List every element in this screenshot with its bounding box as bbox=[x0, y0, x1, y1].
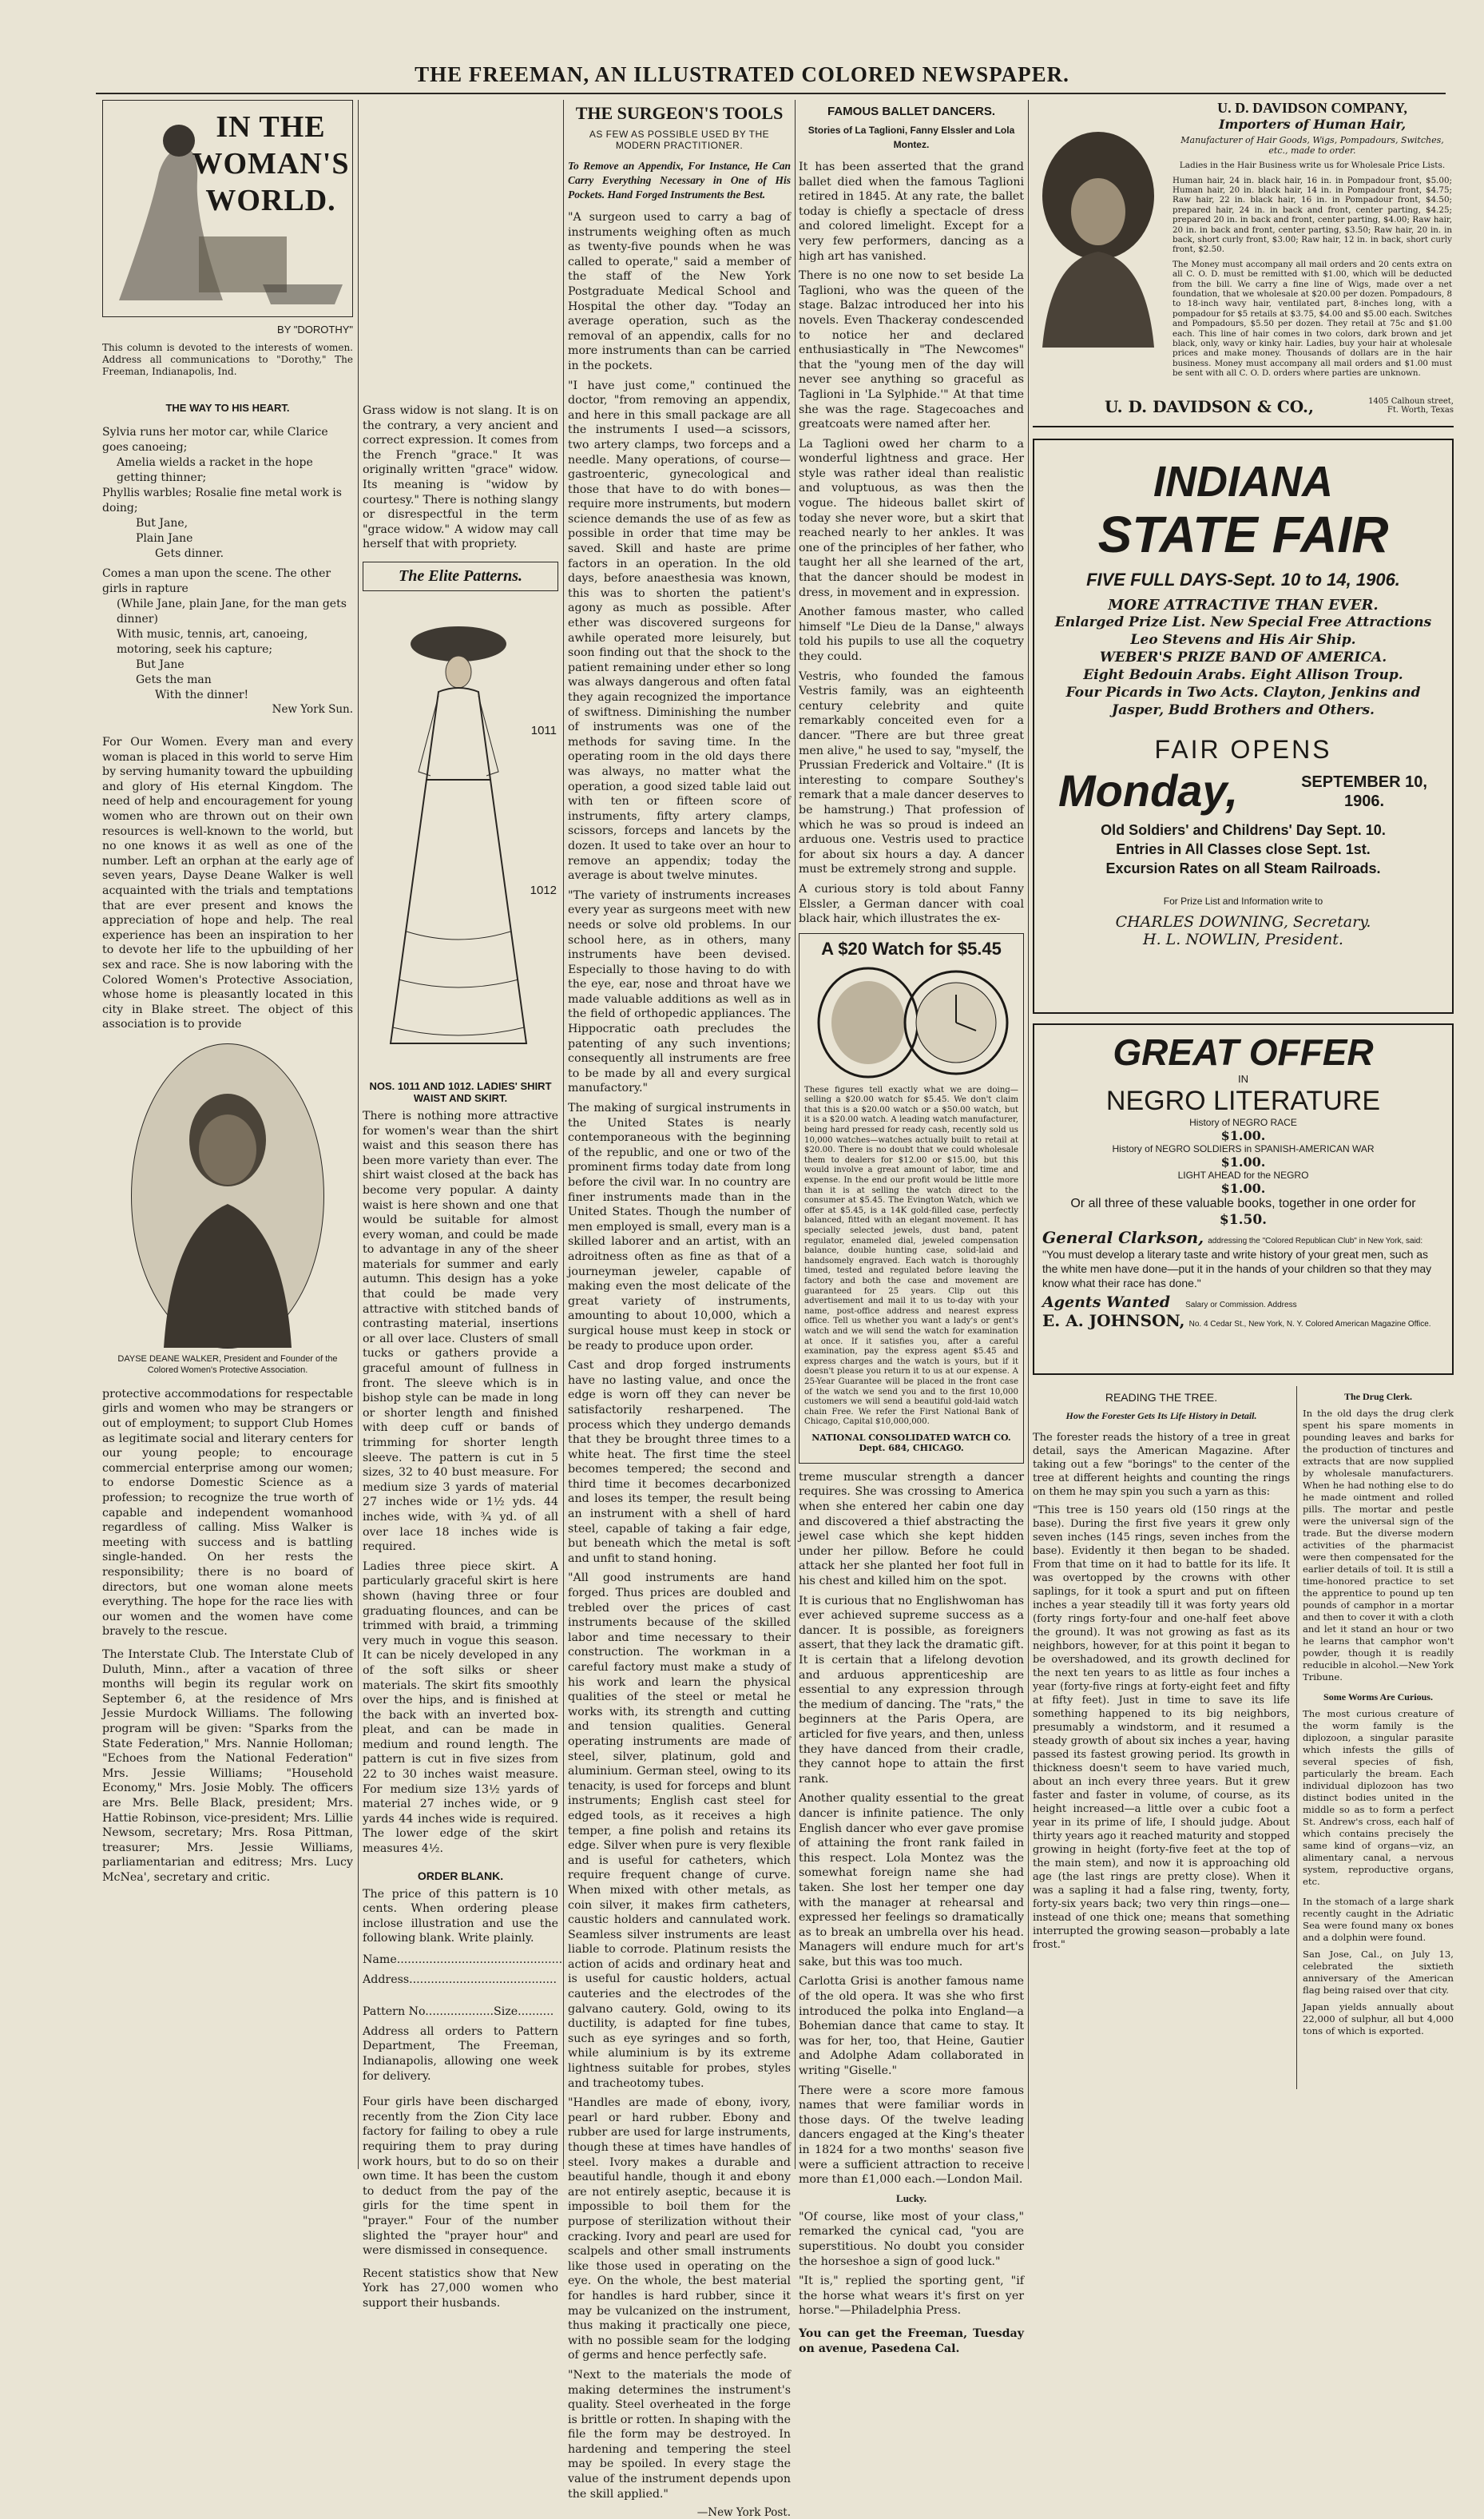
surgeons-tools-subheading: AS FEW AS POSSIBLE USED BY THE MODERN PRACTITIONER. bbox=[589, 129, 770, 151]
surgeons-paragraph: "A surgeon used to carry a bag of instruments weighing often as much as twenty-five pounds when he was called to operate," said a member of the staff of the New York Postgraduate Medical School and Hospital the other day. "Today an average operation, such as the removal of an appendix, calls for no more instruments than can be carried in the pockets. bbox=[568, 211, 791, 372]
poem-line: Gets dinner. bbox=[155, 547, 224, 560]
worms-text: The most curious creature of the worm family is the diplozoon, a singular parasite which infests the gills of several species of fish, particularly the bream. Each individual diplozoon has two distinct bodies united in the middle so as to form a perfect St. Andrew's cross, each half of which contains precisely the same kind of organs—viz, an alimentary canal, a nervous system, reproductive organs, etc. bbox=[1303, 1708, 1454, 1887]
san-jose-text: San Jose, Cal., on July 13, celebrated the sixtieth anniversary of the American flag being raised over that city. bbox=[1303, 1949, 1454, 1996]
davidson-footer bbox=[1033, 397, 1454, 416]
surgeons-paragraph: "Next to the materials the mode of making determines the instrument's quality. Steel overheated in the forge is brittle or rotten. In shaping with the file the form may be destroyed. In hardening and tempering the steel may be spoiled. In every stage the value of the instrument depends upon the skill applied." bbox=[568, 2368, 791, 2501]
poem-line: Sylvia runs her motor car, while Clarice goes canoeing; bbox=[102, 426, 328, 454]
column-patterns bbox=[363, 100, 563, 2310]
ballet-paragraph: It has been asserted that the grand ballet died when the famous Taglioni retired in 1845. At any rate, the ballet today is chiefly a spectacle of dress and colored limelight. Except for a very few performers, dancing as a high art has vanished. bbox=[799, 161, 1024, 263]
ballet-paragraph: Vestris, who founded the famous Vestris family, was an eighteenth century celebrity and quite remarkably conceited even for a dancer. "There are but three great men alive," he used to say, "myself, the Prussian Frederick and Voltaire." (It is interesting to compare Southey's remark that a male dancer deserves to be hamstrung.) That profession of which he was so proud is indeed an arduous one. Vestris used to practice for about six hours a day. A dancer must be extremely strong and supple. bbox=[799, 669, 1024, 876]
reading-tree-article bbox=[1033, 1386, 1290, 1957]
poem-source: New York Sun. bbox=[272, 703, 353, 716]
way-to-heart-heading: THE WAY TO HIS HEART. bbox=[165, 402, 290, 414]
fair-secretary: CHARLES DOWNING, Secretary. bbox=[1115, 913, 1371, 931]
poem-line: Gets the man bbox=[136, 673, 212, 686]
portrait-illustration bbox=[132, 1044, 323, 1348]
davidson-ad bbox=[1033, 100, 1454, 427]
ballet-paragraph: Another quality essential to the great dancer is infinite patience. The only English dancer who ever gave promise of attaining the front rank failed in this respect. Lola Montez was the somewhat foreign name she had taken. She lost her temper one day with the manager at rehearsal and expressed her feelings so dramatically as to break an umbrella over his head. Managers will endure much for art's sake, but this was too much. bbox=[799, 1792, 1024, 1969]
offer-or-all: Or all three of these valuable books, together in one order for bbox=[1070, 1197, 1416, 1210]
fair-days bbox=[1042, 820, 1444, 878]
order-form-name: Name.............................................. bbox=[363, 1953, 563, 1966]
davidson-line: Manufacturer of Hair Goods, Wigs, Pompadours, Switches, etc., made to order. bbox=[1180, 135, 1444, 156]
reading-tree-paragraph: "This tree is 150 years old (150 rings at the base). During the first five years it grew only seven inches (145 rings, seven inches from the base). Evidently it then began to be shaded. From that time on it had to battle for its life. It was overtopped by the crowns with other saplings, for it took a spurt and put on fifteen inches a year steadily till it was forty years old (forty rings forty-four and one-half feet above the ground). It was not growing as fast as its neighbors, however, for at this point it began to be overshadowed, and its growth declined for the next ten years to as little as four inches a year (forty-five rings at forty-eight feet and fifty at fifty feet). Just in time to save its life something happened to its big neighbors, presumably a windstorm, and it resumed a steady growth of about six inches a year, having passed its fastest growing period. Its growth in thickness doesn't seem to have varied much, about an inch every three years. But it grew faster and faster in volume, of course, as its height increased—a little over a cubic foot a year in its prime of life, I should judge. About thirty years ago it reached maturity and stopped growing in height (forty-five feet at the top of the main stem), and now it is approaching old age (the last rings are pretty close). When it was a sapling it had a false ring, twenty, forty, forty-six years back; two very thin rings—one—instead of one thick one; means that something interrupted the growing season—probably a late frost." bbox=[1033, 1504, 1290, 1951]
surgeons-tools-deck: To Remove an Appendix, For Instance, He Can Carry Everything Necessary in One of His Pockets. Hand Forged Instruments the Best. bbox=[568, 160, 791, 201]
offer-agents: Agents Wanted bbox=[1042, 1293, 1170, 1311]
byline: BY "DOROTHY" bbox=[277, 324, 353, 336]
pattern-figure bbox=[363, 596, 558, 1075]
poem-line: (While Jane, plain Jane, for the man gets dinner) bbox=[117, 598, 347, 626]
order-blank-heading: ORDER BLANK. bbox=[417, 1869, 504, 1882]
skirt-text: Ladies three piece skirt. A particularly graceful skirt is here shown (having three or four graduating flounces, and can be trimmed with braid, a trimming very much in vogue this season. It can be nicely developed in any of the soft silks or sheer materials. The skirt fits smoothly over the hips, and is finished at the back with an inverted box-pleat, and can be made in medium and round length. The pattern is cut in five sizes from 22 to 30 inches waist measure. For medium size 13½ yards of material 27 inches wide, or 9 yards 44 inches wide is required. The lower edge of the skirt measures 4½. bbox=[363, 1559, 558, 1856]
protective-text: protective accommodations for respectable girls and women who may be strangers or out of employment; to support Club Homes as legitimate social and literary centers for our young people; to encourage commercial enterprise among our women; to endorse Domestic Science as a profession; to recognize the true worth of capable and independent womanhood regardless of calling. Miss Walker is meeting with success and is battling single-handed. On her rests the responsibility; there is no board of directors, but one woman alone meets everything. The hope for the race lies with our women and the women have come bravely to the rescue. bbox=[102, 1387, 353, 1639]
ballet-paragraph: A curious story is told about Fanny Elssler, a German dancer with coal black hair, which illustrates the ex- bbox=[799, 882, 1024, 926]
freeman-notice: You can get the Freeman, Tuesday on avenue, Pasedena Cal. bbox=[799, 2326, 1024, 2355]
ballet-paragraph: La Taglioni owed her charm to a wonderful lightness and grace. Her style was rather ideal than realistic and voluptuous, as was then the vogue. The hideous ballet skirt of today she never wore, but a skirt that reached nearly to her ankles. It was one of the principles of her father, who taught her all she learned of the art, that the dancer should be modest in dress, in movement and in expression. bbox=[799, 437, 1024, 599]
offer-johnson-address: No. 4 Cedar St., New York, N. Y. Colored American Magazine Office. bbox=[1188, 1320, 1431, 1329]
offer-price: $1.00. bbox=[1220, 1154, 1266, 1170]
offer-salary: Salary or Commission. Address bbox=[1185, 1301, 1297, 1309]
ballet-paragraph: Another famous master, who called himself "Le Dieu de la Danse," always told his pupils to use all the coquetry they could. bbox=[799, 606, 1024, 663]
ballet-paragraph: Carlotta Grisi is another famous name of the old opera. It was she who first introduced the polka into England—a Bohemian dance that came to stay. It was for her, too, that Heine, Gautier and Adolphe Adam collaborated in writing "Giselle." bbox=[799, 1975, 1024, 2078]
statistics-text: Recent statistics show that New York has 27,000 women who support their husbands. bbox=[363, 2267, 558, 2310]
bottom-subcolumns bbox=[1033, 1386, 1454, 2105]
poem-line: With music, tennis, art, canoeing, motoring, seek his capture; bbox=[117, 628, 308, 656]
womans-world-title-art bbox=[102, 100, 353, 317]
surgeons-source: —New York Post. bbox=[696, 2506, 791, 2519]
reading-tree-paragraph: The forester reads the history of a tree in great detail, says the American Magazine. After taking out a few "borings" to the center of the tree at different heights and counting the rings on them he may spin you such a yarn as this: bbox=[1033, 1432, 1290, 1498]
interstate-club-text: The Interstate Club. The Interstate Club of Duluth, Minn., after a vacation of three months will begin its regular work on September 6, at the residence of Mrs Jessie Murdock Williams. The following program will be given: "Sparks from the State Federation," Mrs. Nannie Holloman; "Echoes from the National Federation" Mrs. Jessie Williams; "Household Economy," Mrs. Josie Mobly. The officers are Mrs. Belle Black, president; Mrs. Hattie Robinson, vice-president; Mrs. Lillie Newsom, secretary; Mrs. Rosa Pittman, treasurer; Mrs. Jessie Williams, parliamentarian and editress; Mrs. Lucy McNea', secretary and critic. bbox=[102, 1647, 353, 1884]
figure-label-1012: 1012 bbox=[530, 883, 557, 897]
shirt-waist-text: There is nothing more attractive for women's wear than the shirt waist and this season there has been more variety than ever. The shirt waist closed at the back has become very popular. A dainty waist is here shown and one that would be suitable for almost every woman, and could be made to advantage in any of the sheer materials for summer and early autumn. This design has a yoke that could be made very attractive with stitched bands of contrasting material, insertions or all over lace. Clusters of small tucks or gathers provide a graceful amount of fullness in front. The sleeve which is in bishop style can be made in long or shorter length and finished with deep cuff or bands of trimming for shorter length sleeve. The pattern is cut in 5 sizes, 32 to 40 bust measure. For medium size 3 yards of material 27 inches wide or 1½ yds. 44 inches wide, with ¾ yd. of all over lace 18 inches wide is required. bbox=[363, 1109, 558, 1554]
fair-attractions bbox=[1042, 614, 1444, 719]
davidson-body: Human hair, 24 in. black hair, 16 in. in Pompadour front, $5.00; Human hair, 20 in. black hair, 14 in. in Pompadour front, $4.75; Raw hair, 22 in. black hair, 16 in. in Pompadour front, $4.50; prepared hair, 24 in. in back and front, center parting, $4.25; prepared 20 in. in back and front, center parting, $4.00; Raw hair, 20 in. in back and front, center parting, $3.50; Raw hair, 20 in. in back, short curly front, $3.00; Raw hair, 12 in. in back, short curly front, $2.50. bbox=[1173, 175, 1452, 255]
hair-portrait-illustration bbox=[1034, 124, 1162, 348]
poem-line: Plain Jane bbox=[136, 532, 193, 545]
column-intro bbox=[102, 342, 353, 378]
offer-item: History of NEGRO SOLDIERS in SPANISH-AMERICAN WAR bbox=[1112, 1143, 1375, 1154]
fair-monday: Monday, bbox=[1058, 765, 1239, 816]
offer-price-all: $1.50. bbox=[1219, 1212, 1268, 1228]
watch-ad-headline: A $20 Watch for $5.45 bbox=[821, 938, 1002, 959]
womans-world-title: IN THE WOMAN'S WORLD. bbox=[192, 110, 350, 217]
fair-attraction-line: WEBER'S PRIZE BAND OF AMERICA. bbox=[1099, 650, 1387, 666]
fair-president: H. L. NOWLIN, President. bbox=[1143, 931, 1343, 948]
davidson-footer-address: 1405 Calhoun street, Ft. Worth, Texas bbox=[1368, 397, 1454, 415]
fair-prize-info: For Prize List and Information write to bbox=[1163, 896, 1323, 907]
lucky-paragraph: "Of course, like most of your class," remarked the cynical cad, "you are superstitious. No doubt you consider the horseshoe a sign of good luck." bbox=[799, 2210, 1024, 2268]
fair-monday-block bbox=[1042, 765, 1444, 820]
fair-attraction-line: Eight Bedouin Arabs. Eight Allison Troup. bbox=[1083, 667, 1403, 683]
offer-price: $1.00. bbox=[1220, 1128, 1266, 1143]
fair-attractive: MORE ATTRACTIVE THAN EVER. bbox=[1108, 597, 1379, 614]
lucky-heading: Lucky. bbox=[896, 2191, 927, 2204]
column-advertisements bbox=[1033, 100, 1454, 2169]
surgeons-tools-heading: THE SURGEON'S TOOLS bbox=[575, 103, 784, 123]
poem-line: With the dinner! bbox=[155, 689, 249, 701]
column-womans-world bbox=[102, 100, 353, 2169]
fair-dates: FIVE FULL DAYS-Sept. 10 to 14, 1906. bbox=[1086, 570, 1400, 590]
great-offer-ad bbox=[1033, 1023, 1454, 1375]
ballet-paragraph: treme muscular strength a dancer requires. She was crossing to America when she entered her cabin one day and discovered a thief abstracting the jewel case which she kept hidden under her pillow. Before he could attack her she planted her foot full in his chest and killed him on the spot. bbox=[799, 1470, 1024, 1588]
poem bbox=[102, 425, 353, 703]
fair-monday-date: SEPTEMBER 10, 1906. bbox=[1301, 773, 1427, 810]
japan-text: Japan yields annually about 22,000 of sulphur, all but 4,000 tons of which is exported. bbox=[1303, 2001, 1454, 2036]
davidson-title: U. D. DAVIDSON COMPANY, bbox=[1217, 100, 1407, 116]
grass-widow-text: Grass widow is not slang. It is on the contrary, a very ancient and correct expression. It comes from the French "grace." It was originally written "grace" widow. Its meaning is "widow by courtesy." There is nothing slangy or disrespectful in the term "grace widow." A widow may call herself that with propriety. bbox=[363, 404, 558, 551]
offer-item: History of NEGRO RACE bbox=[1189, 1117, 1297, 1128]
surgeons-paragraph: "The variety of instruments increases every year as surgeons meet with new needs or solve old problems. In our school here, as in others, many instruments have been devised. Especially to those having to do with the eye, ear, nose and throat have we made valuable additions as well as in the field of orthopedic appliances. The Hippocratic oath precludes the patenting of any such inventions; consequently all instruments are free to be made by all and every surgical manufactory." bbox=[568, 888, 791, 1095]
davidson-copy bbox=[1173, 100, 1452, 383]
ballet-paragraph: There is no one now to set beside La Taglioni, who was the queen of the stage. Balzac introduced her into his novels. Even Thackeray condescended to notice her and declared enthusiastically in "The Newcomes" that the "young men of the day will never see anything so graceful as Taglioni in 'La Sylphide.'" At that time she was the rage. Stagecoaches and greatcoats were named after her. bbox=[799, 269, 1024, 431]
ladies-dress-illustration bbox=[363, 596, 558, 1075]
portrait-dayse-walker bbox=[131, 1043, 324, 1349]
offer-item: LIGHT AHEAD for the NEGRO bbox=[1177, 1170, 1309, 1181]
ballet-deck: Stories of La Taglioni, Fanny Elssler and Lola Montez. bbox=[807, 125, 1015, 150]
order-address-text: Address all orders to Pattern Department, The Freeman, Indianapolis, allowing one week for delivery. bbox=[363, 2024, 558, 2083]
surgeons-paragraph: "Handles are made of ebony, ivory, pearl or hard rubber. Ebony and rubber are used for large instruments, though these at times have handles of steel. Ivory makes a durable and beautiful handle, though it and ebony are not entirely aseptic, because it is impossible to boil them for the purpose of sterilization without their cracking. Ivory and pearl are used for scalpels and other small instruments like those used in operating on the eye. On the whole, the best material for handles is hard rubber, since it may be vulcanized on the instrument, thus making it practically one piece, with no possible seam for the lodging of germs and hence perfectly safe. bbox=[568, 2096, 791, 2362]
offer-quote: "You must develop a literary taste and write history of your great men, such as the white men have done—put it in the hands of your children so that they may know what their race has done." bbox=[1042, 1248, 1432, 1289]
fair-attraction-line: Leo Stevens and His Air Ship. bbox=[1130, 632, 1356, 648]
poem-line: But Jane, bbox=[136, 517, 188, 530]
shark-text: In the stomach of a large shark recently caught in the Adriatic Sea were found many ox bones and a dolphin were found. bbox=[1303, 1896, 1454, 1943]
masthead-rule bbox=[96, 93, 1446, 94]
fair-day-line: Entries in All Classes close Sept. 1st. bbox=[1116, 841, 1371, 857]
worms-heading: Some Worms Are Curious. bbox=[1323, 1691, 1433, 1703]
surgeons-paragraph: "I have just come," continued the doctor, "from removing an appendix, and here in this small package are all the instruments I used—a scissors, two artery clamps, two forceps and a needle. Many operations, of course—gastroenteric, gynecological and those that have to do with bones—require more instruments, but modern science demands the use of as few as possible in order that time may be saved. Skill and haste are prime factors in an operation. In the old days, before anaesthesia was known, this was to shorten the patient's agony as much as possible. After ether was discovered surgeons for awhile operated more leisurely, but soon finding out that the shock to the patient remaining under ether so long was always dangerous and often fatal they again recognized the importance of swiftness. Diminishing the number of instruments was one of the methods for saving time. In the operating room in the old days there was always, no matter what the operation, a good sized table laid out with ten or fifteen score of instruments, fifty artery clamps, scissors, forceps and lancets by the dozen. It used to take over an hour to remove an appendix; today the average is about twelve minutes. bbox=[568, 379, 791, 883]
fair-indiana: INDIANA bbox=[1153, 458, 1333, 506]
poem-line: Comes a man upon the scene. The other girls in rapture bbox=[102, 567, 331, 595]
column-ballet-dancers bbox=[799, 100, 1024, 2355]
watch-ad-company: NATIONAL CONSOLIDATED WATCH CO. Dept. 684, CHICAGO. bbox=[811, 1432, 1011, 1453]
fair-day-line: Excursion Rates on all Steam Railroads. bbox=[1105, 860, 1381, 876]
indiana-state-fair-ad bbox=[1033, 439, 1454, 1014]
davidson-money: The Money must accompany all mail orders and 20 cents extra on all C. O. D. must be remitted with $1.00, which will be deducted from the bill. We carry a fine line of Wigs, made over a net foundation, that we wholesale at $20.00 per dozen. Pompadours, 8 to 18-inch wavy hair, ventilated part, 8-inches long, with a pompadour for $5 retails at $3.75, $4.00 and $5.00 each. Switches and Pompadours, $5.50 per dozen. They retail at 75c and $1.00 each. This line of hair comes in two colors, dark brown and jet black, only, wavy or kinky hair. Ladies, buy your hair at wholesale prices and make money. Thousands of dollars are in the hair business. Money must accompany all mail orders and $1.00 must be sent with all C. O. D. orders where parties are unknown. bbox=[1173, 259, 1452, 379]
davidson-footer-name: U. D. DAVIDSON & CO., bbox=[1105, 397, 1314, 416]
lucky-paragraph: "It is," replied the sporting gent, "if the horse what wears it's first on yer horse."—Philadelphia Press. bbox=[799, 2275, 1024, 2318]
column-surgeons-tools bbox=[568, 100, 791, 2519]
pattern-caption: NOS. 1011 AND 1012. LADIES' SHIRT WAIST AND SKIRT. bbox=[369, 1079, 552, 1104]
watch-illustration bbox=[804, 963, 1018, 1083]
offer-negro-literature: NEGRO LITERATURE bbox=[1105, 1086, 1381, 1116]
offer-clarkson-note: addressing the "Colored Republican Club" in New York, said: bbox=[1208, 1237, 1423, 1246]
masthead: THE FREEMAN, AN ILLUSTRATED COLORED NEWSPAPER. bbox=[415, 62, 1069, 86]
offer-great: GREAT OFFER bbox=[1113, 1031, 1374, 1073]
order-form-pattern: Pattern No...................Size.......... bbox=[363, 2005, 554, 2019]
watch-ad bbox=[799, 933, 1024, 1464]
fair-day-line: Old Soldiers' and Childrens' Day Sept. 10. bbox=[1101, 822, 1386, 838]
elite-patterns-header: The Elite Patterns. bbox=[363, 562, 558, 591]
ballet-heading: FAMOUS BALLET DANCERS. bbox=[827, 105, 995, 118]
offer-price: $1.00. bbox=[1220, 1181, 1266, 1196]
fair-opens: FAIR OPENS bbox=[1154, 735, 1332, 764]
fair-attraction-line: Jasper, Budd Brothers and Others. bbox=[1112, 702, 1375, 718]
column-rule bbox=[1028, 100, 1029, 2169]
for-our-women-text: For Our Women. Every man and every woman is placed in this world to serve Him by serving humanity toward the upbuilding and glory of His eternal Kingdom. The need of help and encouragement for young women who are thrown out on their own resources is well-known to the world, but no one knows it as well as one of the number. Left an orphan at the early age of seven years, Dayse Deane Walker is well acquainted with the trials and temptations that are ever present and knows the appreciation of hope and help. The real experience has been an inspiration to her to devote her life to the upbuilding of her sex and race. She is now laboring with the Colored Women's Protective Association, whose home is pleasantly located in this city in Blake street. The object of this association is to provide bbox=[102, 736, 353, 1031]
offer-johnson: E. A. JOHNSON, bbox=[1042, 1311, 1185, 1330]
column-rule bbox=[563, 100, 564, 2169]
offer-clarkson: General Clarkson, bbox=[1042, 1228, 1204, 1247]
fair-attraction-line: Enlarged Prize List. New Special Free Attractions bbox=[1054, 614, 1432, 630]
watch-ad-body: These figures tell exactly what we are doing—selling a $20.00 watch for $5.45. We don't claim that this is a $20.00 watch or a $50.00 watch, but it is a $20.00 watch. A leading watch manufacturer, being hard pressed for ready cash, recently sold us 10,000 watches—watches actually built to retail at $20.00. There is no doubt that we could wholesale them to dealers for $12.00 or $15.00, but this would involve a great amount of labor, time and expense. In the end our profit would be little more than it is at selling the watch direct to the consumer at $5.45. The Evington Watch, which we offer at $5.45, is a 14K gold-filled case, perfectly balanced, fitted with an elegant movement. It has specially selected jewels, dust band, patent regulator, enameled dial, jeweled compensation balance, double hunting case, solid-laid and handsomely engraved. Each watch is thoroughly timed, tested and regulated before leaving the factory and both the case and movement are guaranteed for 25 years. Clip out this advertisement and mail it to us to-day with your name, post-office address and nearest express office. Tell us whether you want a lady's or gent's watch and we will send the watch for examination at once. If it satisfies you, after a careful examination, pay the express agent $5.45 and express charges and the watch is yours, but if it doesn't please you return it to us at our expense. A 25-Year Guarantee will be placed in the front case of the watch we send you and to the first 10,000 customers we will send a beautiful gold-laid watch chain Free. We refer the First National Bank of Chicago, Capital $10,000,000. bbox=[804, 1085, 1018, 1427]
fair-state-fair: STATE FAIR bbox=[1097, 506, 1389, 563]
reading-tree-heading: READING THE TREE. bbox=[1105, 1391, 1218, 1404]
four-girls-text: Four girls have been discharged recently from the Zion City lace factory for failing to obey a rule requiring them to pray during work hours, but to do so on their own time. It has been the custom to deduct from the pay of the girls for the time spent in "prayer." Four of the number slighted the "prayer hour" and were dismissed in consequence. bbox=[363, 2096, 558, 2258]
surgeons-paragraph: The making of surgical instruments in the United States is nearly contemporaneous with the beginning of the republic, and one or two of the prominent firms today date from long before the civil war. In no country are finer instruments made than in the United States. Though the number of men employed is small, every man is a skilled laborer and an artist, with an adroitness often as fine as that of a journeyman jeweler, capable of making even the most delicate of the great variety of instruments, amounting to about 10,000, which a surgical house must keep in stock or be ready to produce upon order. bbox=[568, 1102, 791, 1353]
poem-line: But Jane bbox=[136, 658, 185, 671]
column-rule bbox=[795, 100, 796, 2169]
drug-clerk-text: In the old days the drug clerk spent his spare moments in pounding leaves and barks for the production of tinctures and extracts that are now supplied by wholesale manufacturers. When he had nothing else to do he made ointment and rolled pills. The mortar and pestle were the universal sign of the trade. But the diverse modern activities of the pharmacist were then compensated for the earlier details of toil. It is still a time-honored practice to set the apprentice to pound up ten pounds of camphor in a mortar and then to cover it with a cloth and let it stand an hour or two he learns that camphor won't powder, though it is readily reducible in alcohol.—New York Tribune. bbox=[1303, 1408, 1454, 1683]
column-intro-text: This column is devoted to the interests of women. Address all communications to "Dorothy," The Freeman, Indianapolis, Ind. bbox=[102, 342, 353, 377]
ballet-paragraph: There were a score more famous names that were familiar words in those days. Of the twelve leading dancers engaged at the King's theater in 1824 for a two months' season five were a sufficient attraction to receive more than £1,000 each.—London Mail. bbox=[799, 2084, 1024, 2187]
figure-label-1011: 1011 bbox=[530, 723, 557, 737]
sub-column-rule bbox=[1296, 1386, 1297, 2089]
poem-line: Amelia wields a racket in the hope getting thinner; bbox=[117, 456, 313, 484]
reading-tree-deck: How the Forester Gets Its Life History in Detail. bbox=[1065, 1410, 1257, 1421]
portrait-caption: DAYSE DEANE WALKER, President and Founder of the Colored Women's Protective Association. bbox=[117, 1353, 338, 1375]
column-rule bbox=[358, 100, 359, 2169]
poem-line: Phyllis warbles; Rosalie fine metal work is doing; bbox=[102, 487, 342, 515]
briefs-column bbox=[1303, 1386, 1454, 2042]
drug-clerk-heading: The Drug Clerk. bbox=[1344, 1391, 1412, 1402]
davidson-subtitle: Importers of Human Hair, bbox=[1218, 117, 1407, 132]
order-text: The price of this pattern is 10 cents. When ordering please inclose illustration and use the following blank. Write plainly. bbox=[363, 1887, 558, 1945]
surgeons-paragraph: Cast and drop forged instruments have no lasting value, and once the edge is worn off they can never be satisfactorily resharpened. The process which they undergo demands that they be brought three times to a white heat. The first time the steel becomes tempered; the second and third time it becomes decarbonized and loses its temper, the result being an instrument with a shell of hard steel, capable of taking a fair edge, but beneath which the metal is soft and unfit to stand honing. bbox=[568, 1359, 791, 1565]
fair-attraction-line: Four Picards in Two Acts. Clayton, Jenkins and bbox=[1065, 685, 1421, 701]
order-form-address: Address......................................... bbox=[363, 1973, 557, 1986]
davidson-ladies: Ladies in the Hair Business write us for Wholesale Price Lists. bbox=[1179, 161, 1446, 170]
ballet-paragraph: It is curious that no Englishwoman has ever achieved supreme success as a dancer. It is possible, as foreigners assert, that they lack the dramatic gift. It is certain that a lifelong devotion and arduous apprenticeship are essential to any expression through the medium of dancing. The "rats," the beginners at the Paris Opera, are articled for five years, and then, unless they have danced from their cradle, they cannot hope to attain the first rank. bbox=[799, 1594, 1024, 1786]
offer-in: IN bbox=[1238, 1073, 1248, 1085]
surgeons-paragraph: "All good instruments are hand forged. Thus prices are doubled and trebled over the prices of cast instruments because of the skilled labor and time necessary to their construction. The workman in a careful factory must make a study of his work and learn the physical qualities of the steel or metal he works with, its strength and cutting and tension qualities. General operating instruments are made of steel, silver, platinum, gold and aluminium. German steel, owing to its tenacity, is used for forceps and blunt instruments; English cast steel for edged tools, as it receives a high temper, a fine polish and retains its edge. Silver when pure is very flexible and is useful for catheters, which require frequent change of curve. When mixed with other metals, as coin silver, it makes firm catheters, caustic holders and cannulated work. Seamless silver instruments are least liable to corrode. Platinum resists the action of acids and ordinary heat and is useful for caustic holders, actual cauteries and the electrodes of the galvano cautery. Gold, owing to its ductility, is adapted for fine tubes, such as eye syringes and so forth, while aluminium is by its extreme lightness suitable for probes, styles and tracheotomy tubes. bbox=[568, 1571, 791, 2090]
